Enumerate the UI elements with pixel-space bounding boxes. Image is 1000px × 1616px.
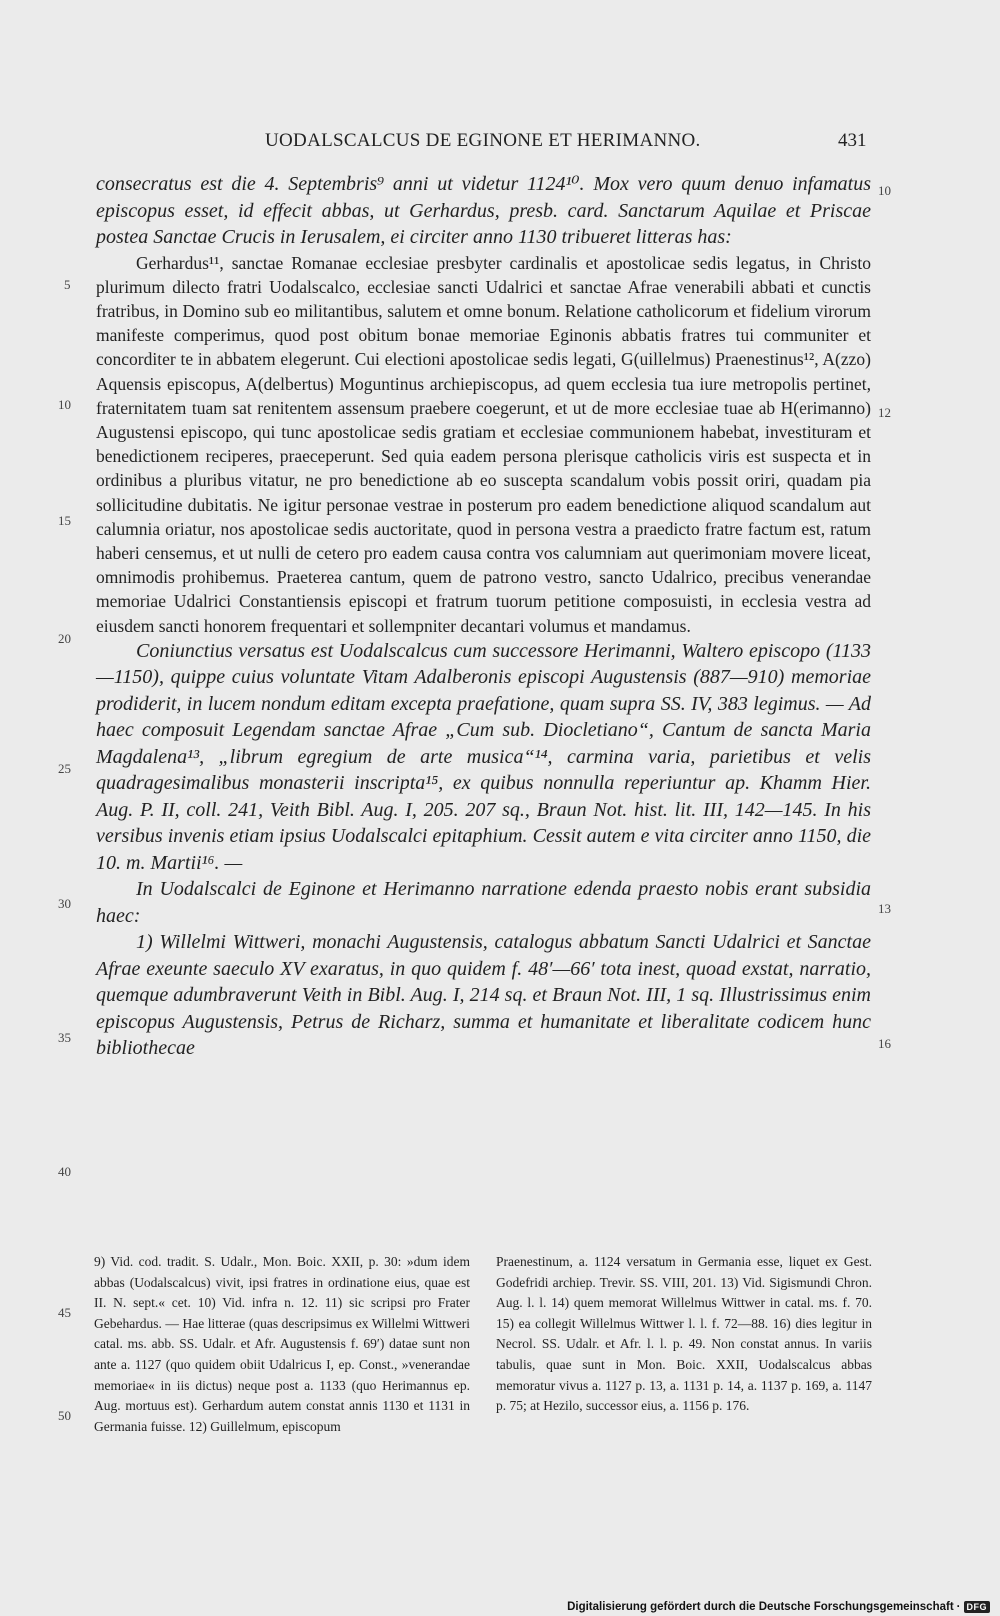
line-number: 30	[58, 896, 71, 911]
paragraph-commentary: Coniunctius versatus est Uodalscalcus cum successore Herimanni, Waltero episcopo (1133—1150), quippe cuius voluntate Vitam Adalberonis episcopi Augustensis (887—910) memoriae prodiderit, in lucem nondum editam excepta praefatione, quam supra SS. IV, 383 legimus. — Ad haec composuit Legendam sanctae Afrae „Cum sub. Diocletiano“, Cantum de sancta Maria Magdalena¹³, „librum egregium de arte musica“¹⁴, carmina varia, parietibus et velis quadragesimalibus monasterii inscripta¹⁵, ex quibus nonnulla reperiuntur ap. Khamm Hier. Aug. P. II, coll. 241, Veith Bibl. Aug. I, 205. 207 sq., Braun Not. hist. lit. III, 142—145. In his versibus invenis etiam ipsius Uodalscalci epitaphium. Cessit autem e vita circiter anno 1150, die 10. m. Martii¹⁶. —	[96, 639, 871, 874]
footnote-text: Praenestinum, a. 1124 versatum in Germania esse, liquet ex Gest. Godefridi archiep. Trevir. SS. VIII, 201. 13) Vid. Sigismundi Chron. Aug. l. l. 14) quem memorat Willelmus Wittwer in catal. ms. f. 70. 15) ea collegit Willelmus Wittwer l. l. f. 72—88. 16) dies legitur in Necrol. SS. Udalr. et Afr. l. l. p. 49. Non constat annus. In variis tabulis, quae sunt in Mon. Boic. XXII, Uodalscalcus abbas memoratur vivus a. 1127 p. 13, a. 1131 p. 14, a. 1137 p. 169, a. 1147 p. 75; at Hezilo, successor eius, a. 1156 p. 176.	[496, 1254, 872, 1414]
footnote-text: 9) Vid. cod. tradit. S. Udalr., Mon. Boic. XXII, p. 30: »dum idem abbas (Uodalscalcus) vivit, ipsi fratres in ordinatione eius, quae est II. N. sept.« cet. 10) Vid. infra n. 12. 11) sic scripsi pro Frater Gebehardus. — Hae litterae (quas descripsimus ex Willelmi Wittweri catal. ms. abb. SS. Udalr. et Afr. Augustensis f. 69′) datae sunt non ante a. 1127 (quo quidem obiit Udalricus I, ep. Const., »venerandae memoriae« in iis dictus) neque post a. 1133 (quo Herimannus ep. Aug. mortuus est). Gerhardum autem constat annis 1130 et 1131 in Germania fuisse. 12) Guillelmum, episcopum	[94, 1254, 470, 1434]
page-header-title: UODALSCALCUS DE EGINONE ET HERIMANNO.	[265, 130, 701, 151]
line-number-right: 13	[878, 901, 891, 916]
line-number: 50	[58, 1408, 71, 1423]
main-text	[96, 171, 871, 1062]
line-number: 35	[58, 1030, 71, 1045]
credit-text: Digitalisierung gefördert durch die Deutsche Forschungsgemeinschaft	[567, 1601, 954, 1613]
line-number-right: 10	[878, 183, 891, 198]
paragraph-sources-intro: In Uodalscalci de Eginone et Herimanno narratione edenda praesto nobis erant subsidia haec:	[96, 878, 871, 927]
line-number: 40	[58, 1164, 71, 1179]
line-number: 15	[58, 513, 71, 528]
page-number: 431	[838, 130, 867, 151]
digitization-credit: Digitalisierung gefördert durch die Deutsche Forschungsgemeinschaft · DFG	[567, 1601, 990, 1613]
paragraph-letter: Gerhardus¹¹, sanctae Romanae ecclesiae presbyter cardinalis et apostolicae sedis legatus, in Christo plurimum dilecto fratri Uodalscalco, ecclesiae sancti Udalrici et sanctae Afrae venerabili abbati et cunctis fratribus, in Domino sub eo militantibus, salutem et omne bonum. Relatione catholicorum et fidelium virorum manifeste comperimus, quod post obitum bonae memoriae Eginonis abbatis fratres tui communiter et concorditer te in abbatem elegerunt. Cui electioni apostolicae sedis legati, G(uillelmus) Praenestinus¹², A(zzo) Aquensis episcopus, A(delbertus) Moguntinus archiepiscopus, ad quem ecclesia tua iure metropolis pertinet, fraternitatem tuam sat renitentem assensum praebere coegerunt, et ut de more ecclesiae tuae ab H(erimanno) Augustensi episcopo, qui tunc apostolicae sedis gratiam et ecclesiae communionem habebat, investituram et benedictionem reciperes, praeceperunt. Sed quia eadem persona plerisque catholicis viris est suspecta et in ordinibus a pluribus vitatur, ne pro benedictione ab eo suscepta scandalum vobis possit oriri, quadam pia sollicitudine dubitatis. Ne igitur personae vestrae in posterum pro eadem benedictione aliquod scandalum aut calumnia oriatur, nos apostolicae sedis auctoritate, quod in persona vestra a praedicto fratre factum est, ratum haberi censemus, et ut nulli de cetero pro eadem causa contra vos calumniam aut querimoniam movere liceat, omnimodis prohibemus. Praeterea cantum, quem de patrono vestro, sancto Udalrico, precibus venerandae memoriae Udalrici Constantiensis episcopi et fratrum tuorum petitione composuisti, in ecclesia vestra ad eiusdem sancti honorem frequentari et sollempniter decantari volumus et mandamus.	[96, 252, 871, 636]
dfg-logo-icon: DFG	[964, 1601, 991, 1613]
line-number: 45	[58, 1305, 71, 1320]
line-number: 25	[58, 761, 71, 776]
footnotes-left-column	[94, 1252, 470, 1437]
footnotes-right-column	[496, 1252, 872, 1437]
line-number: 20	[58, 631, 71, 646]
paragraph-source-1: 1) Willelmi Wittweri, monachi Augustensis, catalogus abbatum Sancti Udalrici et Sanctae Afrae exeunte saeculo XV exaratus, in quo quidem f. 48′—66′ tota inest, quoad exstat, narratio, quemque adumbraverunt Veith in Bibl. Aug. I, 214 sq. et Braun Not. III, 1 sq. Illustrissimus enim episcopus Augustensis, Petrus de Richarz, summa et humanitate et liberalitate codicem hunc bibliothecae	[96, 931, 871, 1060]
line-number: 10	[58, 397, 71, 412]
line-number-right: 12	[878, 405, 891, 420]
paragraph-intro: consecratus est die 4. Septembris⁹ anni ut videtur 1124¹⁰. Mox vero quum denuo infamatus episcopus esset, id effecit abbas, ut Gerhardus, presb. card. Sanctarum Aquilae et Priscae postea Sanctae Crucis in Ierusalem, ei circiter anno 1130 tribueret litteras has:	[96, 173, 871, 248]
footnotes	[94, 1252, 872, 1437]
line-number-right: 16	[878, 1036, 891, 1051]
line-number: 5	[64, 277, 71, 292]
